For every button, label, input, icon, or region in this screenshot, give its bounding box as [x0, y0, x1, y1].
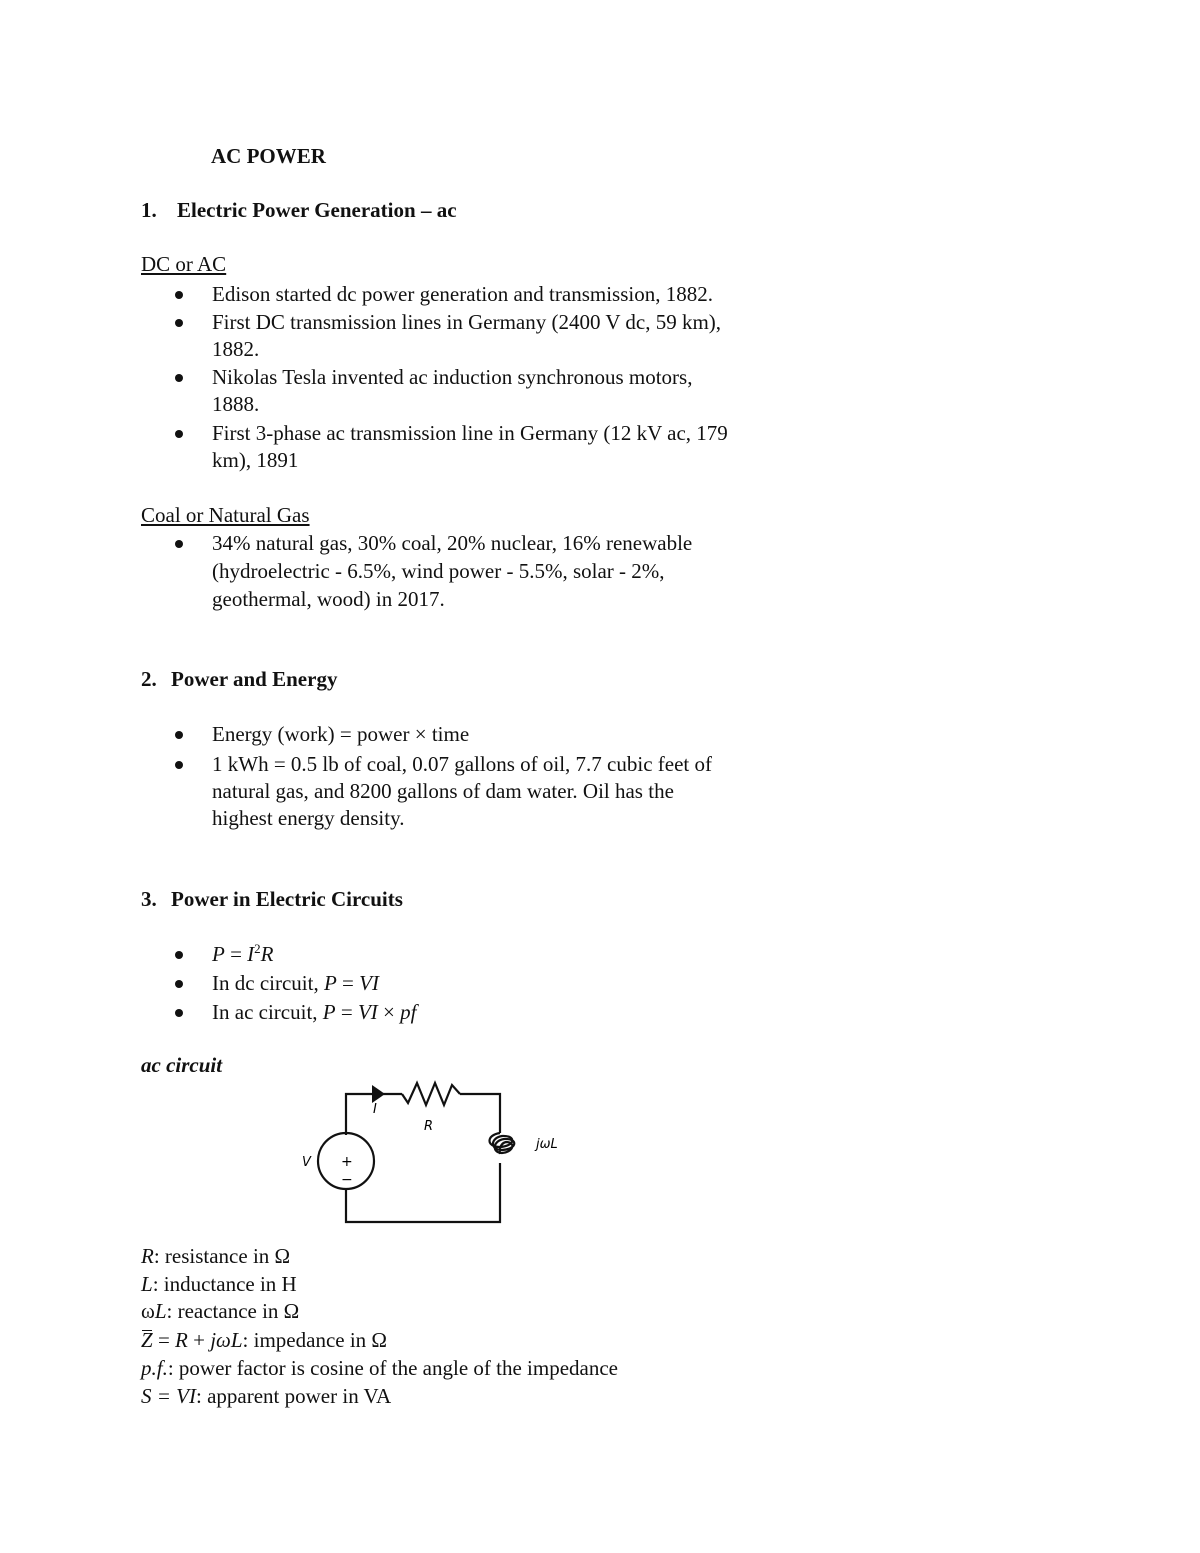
definition-impedance: Z = R + jωL: impedance in Ω: [141, 1328, 388, 1352]
list-item-text: 1 kWh = 0.5 lb of coal, 0.07 gallons of oil, 7.7 cubic feet of: [212, 752, 712, 776]
section-2-heading: [141, 666, 337, 693]
section-1-number: 1.: [141, 198, 157, 222]
list-item-text: Energy (work) = power × time: [212, 722, 470, 746]
circuit-label-i: I: [373, 1102, 377, 1117]
list-item-text: (hydroelectric - 6.5%, wind power - 5.5%, solar - 2%,: [212, 559, 665, 583]
subheading-coal-or-natural-gas: Coal or Natural Gas: [141, 503, 310, 527]
wire-right-bottom: [346, 1163, 500, 1222]
formula-ac-power: In ac circuit, P = VI × pf: [212, 1000, 417, 1024]
section-1-heading: [141, 197, 457, 224]
ac-circuit-diagram: [290, 1075, 590, 1235]
page-title: AC POWER: [211, 144, 326, 168]
circuit-label-minus: −: [341, 1172, 353, 1188]
definition-resistance: R: resistance in Ω: [141, 1244, 291, 1268]
circuit-label-r: R: [424, 1119, 434, 1134]
definition-inductance: L: inductance in H: [141, 1272, 297, 1296]
list-item-text: geothermal, wood) in 2017.: [212, 587, 445, 611]
ac-circuit-label: ac circuit: [141, 1053, 223, 1077]
formula-p-i2r: $P = I^2R$: [212, 941, 274, 966]
definition-apparent-power: S = VI: apparent power in VA: [141, 1384, 392, 1408]
list-item-text: natural gas, and 8200 gallons of dam water. Oil has the: [212, 779, 674, 803]
circuit-label-v: V: [302, 1155, 311, 1170]
current-arrow: [372, 1085, 385, 1103]
section-2-number: 2.: [141, 667, 157, 691]
section-3-title: Power in Electric Circuits: [171, 887, 403, 911]
circuit-label-jwl: jωL: [536, 1137, 558, 1152]
formula-dc-power: In dc circuit, P = VI: [212, 971, 379, 995]
list-item-text: 1888.: [212, 392, 260, 416]
inductor-jwl: [490, 1133, 515, 1154]
list-item-text: km), 1891: [212, 448, 299, 472]
list-item-text: First DC transmission lines in Germany (2400 V dc, 59 km),: [212, 310, 722, 334]
definition-power-factor: p.f.: power factor is cosine of the angle of the impedance: [141, 1356, 619, 1380]
section-3-heading: [141, 886, 403, 913]
resistor-r: [402, 1083, 460, 1105]
subheading-dc-or-ac: DC or AC: [141, 252, 227, 276]
wire-top-right: [460, 1094, 500, 1133]
list-item-text: highest energy density.: [212, 806, 405, 830]
section-2-title: Power and Energy: [171, 667, 338, 691]
list-item-text: Nikolas Tesla invented ac induction synchronous motors,: [212, 365, 693, 389]
section-1-title: Electric Power Generation – ac: [177, 198, 457, 222]
list-item-text: First 3-phase ac transmission line in Germany (12 kV ac, 179: [212, 421, 728, 445]
list-item-text: 34% natural gas, 30% coal, 20% nuclear, 16% renewable: [212, 531, 693, 555]
circuit-label-plus: +: [341, 1154, 353, 1170]
list-item-text: Edison started dc power generation and transmission, 1882.: [212, 282, 713, 306]
section-3-number: 3.: [141, 887, 157, 911]
list-item-text: 1882.: [212, 337, 260, 361]
definition-reactance: ωL: reactance in Ω: [141, 1299, 300, 1323]
